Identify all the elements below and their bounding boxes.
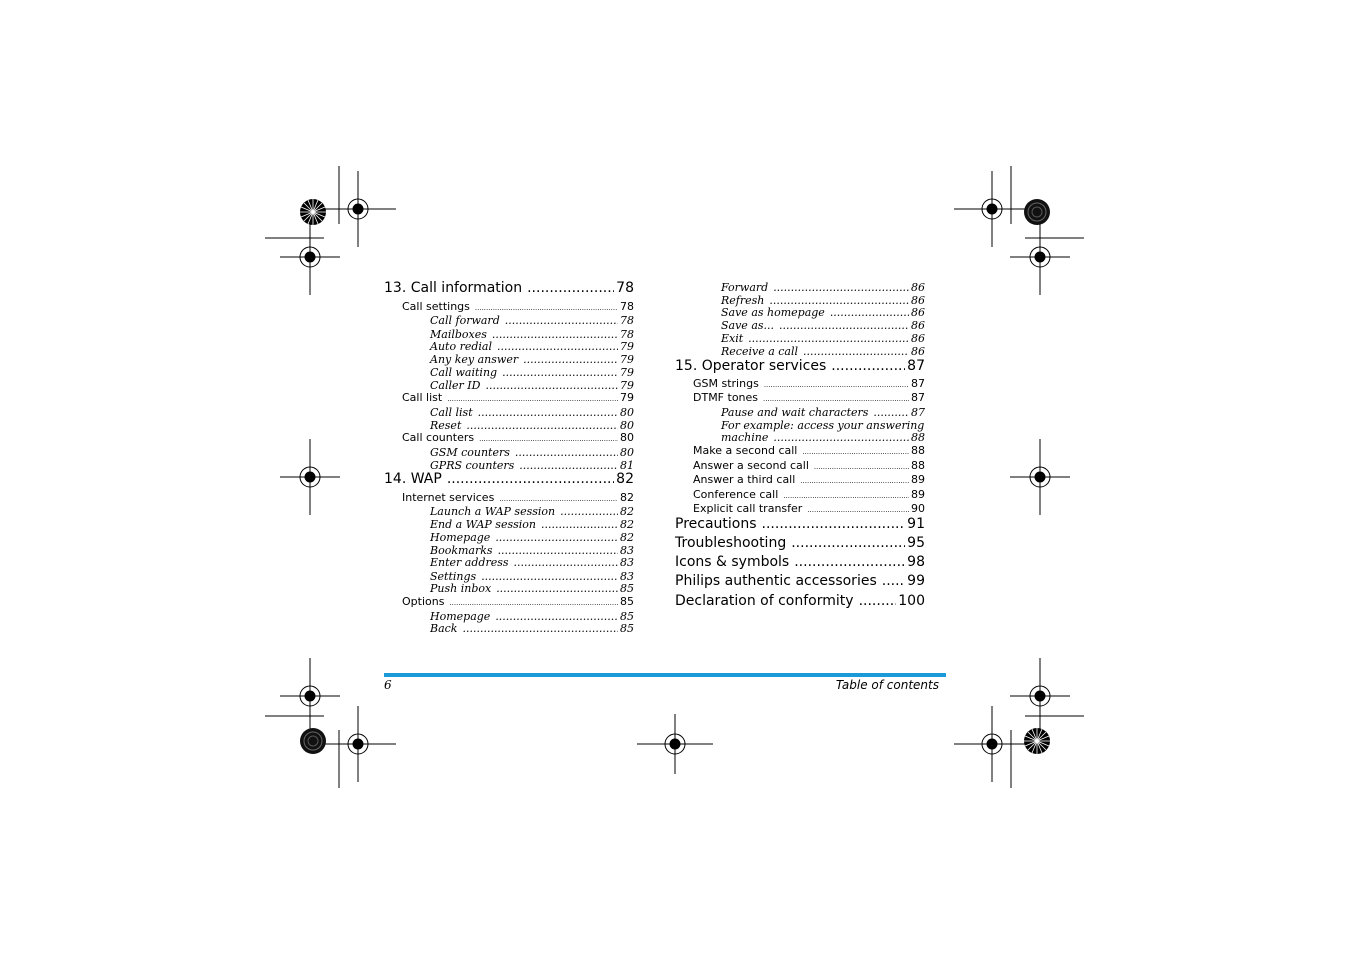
dot-leader xyxy=(462,622,618,635)
toc-entry-title: Options xyxy=(402,595,445,608)
toc-entry-title: For example: access your answering xyxy=(721,419,925,432)
toc-entry-level-3[interactable] xyxy=(384,340,634,353)
dot-leader xyxy=(748,332,909,345)
dot-leader xyxy=(514,556,619,569)
toc-entry-page: 80 xyxy=(620,446,634,459)
toc-entry-level-3[interactable] xyxy=(384,556,634,569)
toc-entry-level-2[interactable] xyxy=(384,491,634,504)
toc-entry-page: 78 xyxy=(620,328,634,341)
toc-entry-page: 100 xyxy=(898,593,925,609)
toc-entry-title: Mailboxes xyxy=(430,328,487,341)
toc-entry-page: 87 xyxy=(911,406,925,419)
toc-entry-level-1[interactable] xyxy=(384,471,634,487)
dot-leader xyxy=(791,535,905,551)
toc-entry-level-3[interactable] xyxy=(384,622,634,635)
toc-entry-title: Make a second call xyxy=(693,444,798,457)
dot-leader xyxy=(523,353,618,366)
toc-entry-page: 79 xyxy=(620,391,634,404)
toc-entry-page: 86 xyxy=(911,294,925,307)
toc-entry-title: Launch a WAP session xyxy=(430,505,556,518)
toc-entry-title: Internet services xyxy=(402,491,495,504)
toc-entry-title: Call counters xyxy=(402,431,475,444)
registration-target xyxy=(280,658,340,734)
dot-leader xyxy=(496,582,618,595)
toc-entry-page: 85 xyxy=(620,595,634,608)
dot-leader xyxy=(475,304,618,312)
toc-entry-title: Homepage xyxy=(430,610,491,623)
dot-leader xyxy=(859,593,897,609)
toc-entry-page: 86 xyxy=(911,332,925,345)
dot-leader xyxy=(449,599,618,607)
dot-leader xyxy=(807,506,909,514)
toc-entry-page: 78 xyxy=(620,314,634,327)
toc-entry-level-1[interactable] xyxy=(675,573,925,589)
toc-entry-page: 83 xyxy=(620,570,634,583)
toc-entry-title: Save as homepage xyxy=(721,306,825,319)
dot-leader xyxy=(541,518,618,531)
toc-entry-title: Receive a call xyxy=(721,345,799,358)
toc-entry-title: End a WAP session xyxy=(430,518,536,531)
toc-entry-level-2[interactable] xyxy=(675,444,925,457)
starburst-mark xyxy=(1024,728,1050,754)
footer-rule xyxy=(384,673,946,677)
registration-target xyxy=(1010,439,1070,515)
toc-entry-title: Call settings xyxy=(402,300,470,313)
toc-entry-level-3[interactable] xyxy=(384,314,634,327)
toc-entry-title: Auto redial xyxy=(430,340,492,353)
toc-entry-level-2[interactable] xyxy=(675,473,925,486)
registration-target xyxy=(320,706,396,782)
toc-entry-level-2[interactable] xyxy=(384,300,634,313)
dot-leader xyxy=(802,448,909,456)
toc-entry-page: 86 xyxy=(911,306,925,319)
dot-leader xyxy=(479,435,618,443)
toc-entry-title: Bookmarks xyxy=(430,544,493,557)
toc-entry-page: 78 xyxy=(616,280,634,296)
registration-target xyxy=(954,706,1030,782)
dot-leader xyxy=(447,471,614,487)
toc-entry-page: 85 xyxy=(620,610,634,623)
toc-entry-level-1[interactable] xyxy=(675,593,925,609)
toc-entry-page: 87 xyxy=(911,391,925,404)
toc-entry-page: 78 xyxy=(620,300,634,313)
toc-entry-level-1[interactable] xyxy=(675,358,925,374)
toc-entry-title: 13. Call information xyxy=(384,280,523,296)
toc-entry-title: Call list xyxy=(430,406,473,419)
toc-entry-level-2[interactable] xyxy=(675,502,925,515)
dot-leader xyxy=(478,406,618,419)
dot-leader xyxy=(764,381,909,389)
toc-entry-title: machine xyxy=(721,431,769,444)
footer-page-number: 6 xyxy=(384,678,392,692)
toc-entry-title: 15. Operator services xyxy=(675,358,827,374)
dot-leader xyxy=(773,281,909,294)
registration-target xyxy=(280,219,340,295)
dot-leader xyxy=(495,531,618,544)
toc-entry-page: 81 xyxy=(620,459,634,472)
toc-entry-title: Forward xyxy=(721,281,769,294)
toc-entry-page: 95 xyxy=(907,535,925,551)
dot-leader xyxy=(763,395,909,403)
toc-entry-page: 79 xyxy=(620,366,634,379)
toc-entry-level-3[interactable] xyxy=(384,505,634,518)
toc-entry-page: 89 xyxy=(911,473,925,486)
toc-entry-page: 79 xyxy=(620,340,634,353)
toc-entry-title: Homepage xyxy=(430,531,491,544)
toc-entry-level-2[interactable] xyxy=(675,488,925,501)
toc-entry-level-3[interactable] xyxy=(675,431,925,444)
toc-entry-title: Settings xyxy=(430,570,477,583)
dot-leader xyxy=(882,573,905,589)
dot-leader xyxy=(447,395,618,403)
toc-entry-title: Philips authentic accessories xyxy=(675,573,877,589)
toc-entry-page: 88 xyxy=(911,444,925,457)
starburst-mark xyxy=(300,199,326,225)
density-patch xyxy=(1024,199,1050,225)
toc-entry-level-3[interactable] xyxy=(384,531,634,544)
toc-entry-page: 82 xyxy=(620,531,634,544)
toc-entry-level-3[interactable] xyxy=(384,406,634,419)
toc-entry-page: 85 xyxy=(620,622,634,635)
toc-entry-level-2[interactable] xyxy=(675,459,925,472)
toc-entry-page: 83 xyxy=(620,556,634,569)
toc-entry-page: 91 xyxy=(907,516,925,532)
toc-entry-page: 88 xyxy=(911,459,925,472)
toc-entry-title: Save as... xyxy=(721,319,775,332)
toc-entry-page: 86 xyxy=(911,281,925,294)
toc-entry-title: Icons & symbols xyxy=(675,554,790,570)
registration-target xyxy=(1010,219,1070,295)
toc-entry-page: 80 xyxy=(620,406,634,419)
dot-leader xyxy=(783,492,909,500)
dot-leader xyxy=(515,446,618,459)
toc-entry-page: 82 xyxy=(620,505,634,518)
toc-entry-title: Call waiting xyxy=(430,366,498,379)
dot-leader xyxy=(831,358,905,374)
toc-entry-page: 86 xyxy=(911,345,925,358)
toc-entry-title: GSM counters xyxy=(430,446,510,459)
registration-target xyxy=(1010,658,1070,734)
registration-target xyxy=(280,439,340,515)
dot-leader xyxy=(560,505,618,518)
toc-entry-page: 80 xyxy=(620,419,634,432)
dot-leader xyxy=(830,306,909,319)
dot-leader xyxy=(803,345,909,358)
toc-entry-page: 82 xyxy=(620,491,634,504)
toc-entry-title: Any key answer xyxy=(430,353,519,366)
toc-entry-level-2[interactable] xyxy=(675,377,925,390)
toc-entry-title: Pause and wait characters xyxy=(721,406,869,419)
toc-entry-page: 82 xyxy=(616,471,634,487)
toc-entry-title: Answer a second call xyxy=(693,459,809,472)
toc-entry-title: Enter address xyxy=(430,556,509,569)
toc-entry-level-3[interactable] xyxy=(675,332,925,345)
dot-leader xyxy=(502,366,618,379)
toc-entry-level-2[interactable] xyxy=(675,391,925,404)
toc-entry-level-1[interactable] xyxy=(675,535,925,551)
toc-entry-title: 14. WAP xyxy=(384,471,442,487)
toc-entry-page: 87 xyxy=(907,358,925,374)
toc-entry-title: Troubleshooting xyxy=(675,535,787,551)
toc-entry-page: 88 xyxy=(911,431,925,444)
density-patch xyxy=(300,728,326,754)
registration-target xyxy=(637,714,713,774)
dot-leader xyxy=(762,516,906,532)
toc-entry-level-3[interactable] xyxy=(384,366,634,379)
registration-target xyxy=(320,171,396,247)
dot-leader xyxy=(773,431,909,444)
toc-entry-page: 85 xyxy=(620,582,634,595)
dot-leader xyxy=(873,406,909,419)
toc-entry-title: GPRS counters xyxy=(430,459,515,472)
toc-entry-level-3[interactable] xyxy=(675,306,925,319)
toc-entry-page: 79 xyxy=(620,353,634,366)
toc-entry-level-3[interactable] xyxy=(384,353,634,366)
toc-entry-level-3[interactable] xyxy=(384,582,634,595)
toc-entry-title: DTMF tones xyxy=(693,391,759,404)
toc-entry-page: 82 xyxy=(620,518,634,531)
toc-entry-title: Answer a third call xyxy=(693,473,796,486)
toc-entry-level-3[interactable] xyxy=(384,518,634,531)
dot-leader xyxy=(814,463,909,471)
toc-entry-level-3[interactable] xyxy=(675,281,925,294)
toc-entry-level-3[interactable] xyxy=(675,319,925,332)
toc-entry-level-3[interactable] xyxy=(384,446,634,459)
toc-entry-level-1[interactable] xyxy=(384,280,634,296)
toc-entry-title: Refresh xyxy=(721,294,765,307)
dot-leader xyxy=(527,280,614,296)
toc-entry-page: 98 xyxy=(907,554,925,570)
toc-entry-title: Reset xyxy=(430,419,462,432)
toc-entry-page: 87 xyxy=(911,377,925,390)
dot-leader xyxy=(794,554,905,570)
toc-entry-level-2[interactable] xyxy=(384,391,634,404)
toc-entry-title: Conference call xyxy=(693,488,779,501)
toc-entry-level-2[interactable] xyxy=(384,595,634,608)
toc-entry-page: 90 xyxy=(911,502,925,515)
toc-entry-title: Back xyxy=(430,622,458,635)
toc-entry-page: 80 xyxy=(620,431,634,444)
toc-entry-page: 99 xyxy=(907,573,925,589)
toc-entry-level-3[interactable] xyxy=(675,406,925,419)
toc-entry-page: 86 xyxy=(911,319,925,332)
toc-entry-page: 89 xyxy=(911,488,925,501)
registration-target xyxy=(954,171,1030,247)
toc-entry-level-3[interactable] xyxy=(675,345,925,358)
toc-entry-level-2[interactable] xyxy=(384,431,634,444)
toc-entry-page: 83 xyxy=(620,544,634,557)
toc-entry-title: Explicit call transfer xyxy=(693,502,803,515)
dot-leader xyxy=(779,319,909,332)
toc-entry-level-1[interactable] xyxy=(675,554,925,570)
toc-entry-title: GSM strings xyxy=(693,377,759,390)
toc-entry-title: Push inbox xyxy=(430,582,492,595)
toc-entry-page: 79 xyxy=(620,379,634,392)
dot-leader xyxy=(800,477,909,485)
dot-leader xyxy=(499,495,618,503)
toc-entry-title: Precautions xyxy=(675,516,757,532)
toc-entry-title: Call forward xyxy=(430,314,500,327)
toc-entry-title: Exit xyxy=(721,332,744,345)
toc-entry-title: Declaration of conformity xyxy=(675,593,854,609)
toc-entry-level-1[interactable] xyxy=(675,516,925,532)
toc-entry-title: Caller ID xyxy=(430,379,481,392)
footer-section-title: Table of contents xyxy=(835,678,939,692)
dot-leader xyxy=(497,340,618,353)
toc-entry-title: Call list xyxy=(402,391,443,404)
dot-leader xyxy=(505,314,618,327)
